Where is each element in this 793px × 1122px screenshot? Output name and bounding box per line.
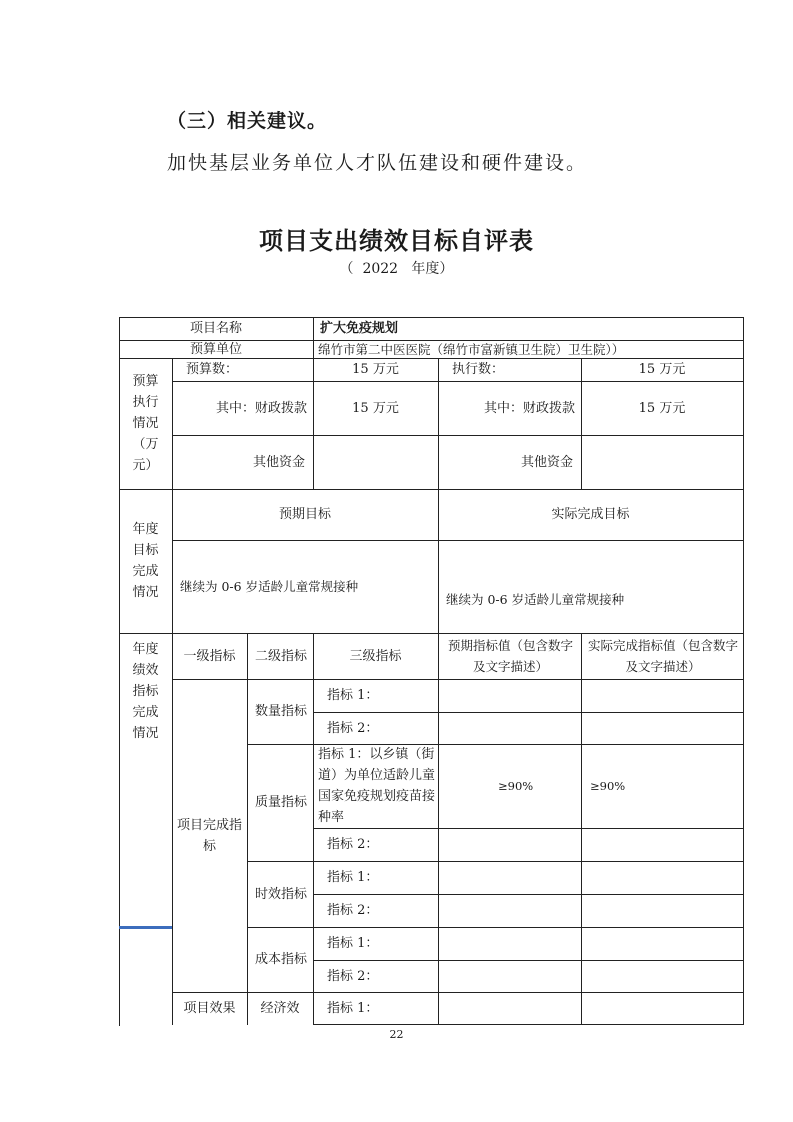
budget-exec-line: 预算	[132, 374, 159, 389]
budget-unit-value: 绵竹市第二中医医院（绵竹市富新镇卫生院）卫生院））	[318, 341, 625, 357]
indicator-section-line: 年度	[132, 641, 159, 657]
quantity-indicator-1: 指标 1：	[327, 688, 379, 703]
indicator-section-line: 指标	[132, 683, 159, 699]
indicator-section-label	[119, 633, 172, 749]
annual-goal-line: 目标	[132, 543, 159, 558]
indicator-section-line: 绩效	[132, 662, 159, 678]
quality-indicator-2: 指标 2：	[327, 837, 379, 852]
col-level3-header: 三级指标	[349, 648, 402, 664]
project-effect-label: 项目效果	[183, 1000, 236, 1016]
quality-indicator-label: 质量指标	[254, 795, 307, 810]
budget-amount-label: 预算数：	[186, 362, 239, 377]
budget-exec-line: 执行	[132, 395, 159, 410]
indicator-section-line: 情况	[132, 725, 159, 741]
quality-indicator-1: 指标 1：以乡镇（街道）为单位适龄儿童国家免疫规划疫苗接种率	[318, 747, 436, 825]
col-level2-header: 二级指标	[254, 648, 307, 664]
other-funds-label: 其他资金	[252, 454, 305, 470]
actual-goal-header: 实际完成目标	[551, 507, 630, 522]
quantity-indicator-2: 指标 2：	[327, 720, 379, 736]
actual-goal-text: 继续为 0-6 岁适龄儿童常规接种	[446, 592, 625, 607]
table-title: 项目支出绩效目标自评表	[259, 227, 534, 255]
expected-goal-text: 继续为 0-6 岁适龄儿童常规接种	[180, 579, 359, 594]
table-year: （ 2022 年度）	[339, 261, 454, 277]
fiscal-budget-value: 15 万元	[352, 400, 399, 416]
budget-amount-value: 15 万元	[352, 362, 399, 377]
budget-unit-label: 预算单位	[189, 341, 242, 357]
blue-margin-mark	[119, 926, 172, 929]
page-number: 22	[389, 1028, 404, 1041]
col-level1-header: 一级指标	[183, 648, 236, 664]
economic-indicator-1: 指标 1：	[327, 1000, 379, 1016]
col-expected-header: 预期指标值（包含数字及文字描述）	[447, 638, 573, 674]
economic-indicator-label: 经济效	[260, 1000, 300, 1016]
fiscal-budget-label: 其中：财政拨款	[215, 400, 307, 416]
project-name-label: 项目名称	[189, 321, 242, 336]
annual-goal-line: 年度	[132, 522, 159, 537]
indicator-section-line: 完成	[132, 704, 159, 720]
quantity-indicator-label: 数量指标	[254, 704, 307, 719]
col-actual-header: 实际完成指标值（包含数字及文字描述）	[587, 638, 738, 674]
cost-indicator-2: 指标 2：	[327, 968, 379, 984]
project-completion-label: 项目完成指标	[177, 817, 243, 854]
project-name-value: 扩大免疫规划	[320, 321, 399, 336]
budget-exec-line: 元）	[132, 458, 159, 473]
budget-exec-label	[119, 358, 172, 489]
annual-goal-line: 完成	[132, 564, 159, 579]
timeliness-indicator-label: 时效指标	[254, 886, 307, 902]
fiscal-exec-value: 15 万元	[638, 400, 686, 416]
timeliness-indicator-2: 指标 2：	[327, 903, 379, 918]
timeliness-indicator-1: 指标 1：	[327, 870, 379, 885]
cost-indicator-label: 成本指标	[254, 952, 307, 967]
budget-exec-line: 情况	[132, 416, 159, 431]
quality-actual-value: ≥90%	[590, 779, 626, 793]
exec-amount-label: 执行数：	[452, 362, 505, 377]
exec-amount-value: 15 万元	[638, 362, 686, 377]
quality-expected-value: ≥90%	[498, 779, 534, 793]
annual-goal-line: 情况	[132, 585, 159, 600]
expected-goal-header: 预期目标	[278, 507, 331, 522]
annual-goal-label	[119, 489, 172, 633]
recommendation-paragraph: 加快基层业务单位人才队伍建设和硬件建设。	[167, 152, 588, 174]
other-funds-exec-label: 其他资金	[520, 454, 573, 470]
cost-indicator-1: 指标 1：	[327, 936, 379, 951]
budget-exec-line: （万	[132, 437, 159, 452]
section-heading: （三）相关建议。	[167, 110, 328, 132]
fiscal-exec-label: 其中：财政拨款	[483, 400, 575, 416]
